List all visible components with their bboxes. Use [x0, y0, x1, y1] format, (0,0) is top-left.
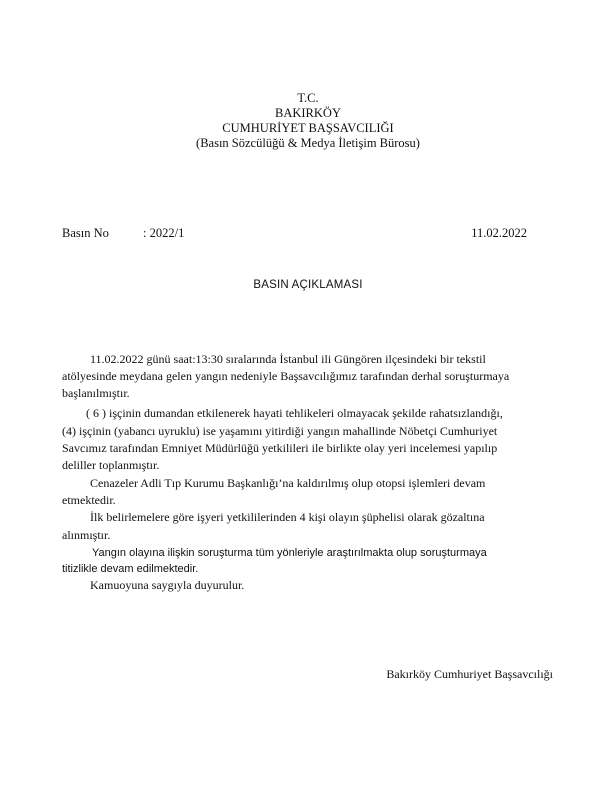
body-line: ( 6 ) işçinin dumandan etkilenerek hayati tehlikeleri olmayacak şekilde rahatsızlandığı, — [86, 406, 503, 420]
signature: Bakırköy Cumhuriyet Başsavcılığı — [386, 667, 553, 681]
body-line: deliller toplanmıştır. — [62, 458, 160, 472]
body-line: başlanılmıştır. — [62, 386, 130, 400]
body-line: etmektedir. — [62, 493, 116, 507]
body-line: alınmıştır. — [62, 528, 111, 542]
body-line: Savcımız tarafından Emniyet Müdürlüğü yetkilileri ile birlikte olay yeri incelemesi yapılıp — [62, 441, 498, 455]
header-tc: T.C. — [297, 91, 319, 105]
document-title: BASIN AÇIKLAMASI — [253, 279, 363, 291]
header-office-name: CUMHURİYET BAŞSAVCILIĞI — [222, 121, 394, 135]
body-line: İlk belirlemelere göre işyeri yetkililerinden 4 kişi olayın şüphelisi olarak gözaltına — [90, 510, 485, 524]
body-line: 11.02.2022 günü saat:13:30 sıralarında İstanbul ili Güngören ilçesindeki bir tekstil — [90, 352, 486, 366]
document-date: 11.02.2022 — [471, 226, 527, 240]
body-line: Yangın olayına ilişkin soruşturma tüm yönleriyle araştırılmakta olup soruşturmaya — [92, 547, 487, 559]
header-bureau: (Basın Sözcülüğü & Medya İletişim Bürosu) — [196, 136, 420, 150]
header-bakirkoy: BAKIRKÖY — [275, 106, 341, 120]
press-number-value: : 2022/1 — [143, 226, 185, 240]
body-line: titizlikle devam edilmektedir. — [62, 563, 199, 575]
body-line: Kamuoyuna saygıyla duyurulur. — [90, 578, 245, 592]
press-number-label: Basın No — [62, 226, 109, 240]
body-line: Cenazeler Adli Tıp Kurumu Başkanlığı’na kaldırılmış olup otopsi işlemleri devam — [90, 476, 486, 490]
body-line: (4) işçinin (yabancı uyruklu) ise yaşamını yitirdiği yangın mahallinde Nöbetçi Cumhuriyet — [62, 424, 498, 438]
body-line: atölyesinde meydana gelen yangın nedeniyle Başsavcılığımız tarafından derhal soruşturmaya — [62, 369, 510, 383]
